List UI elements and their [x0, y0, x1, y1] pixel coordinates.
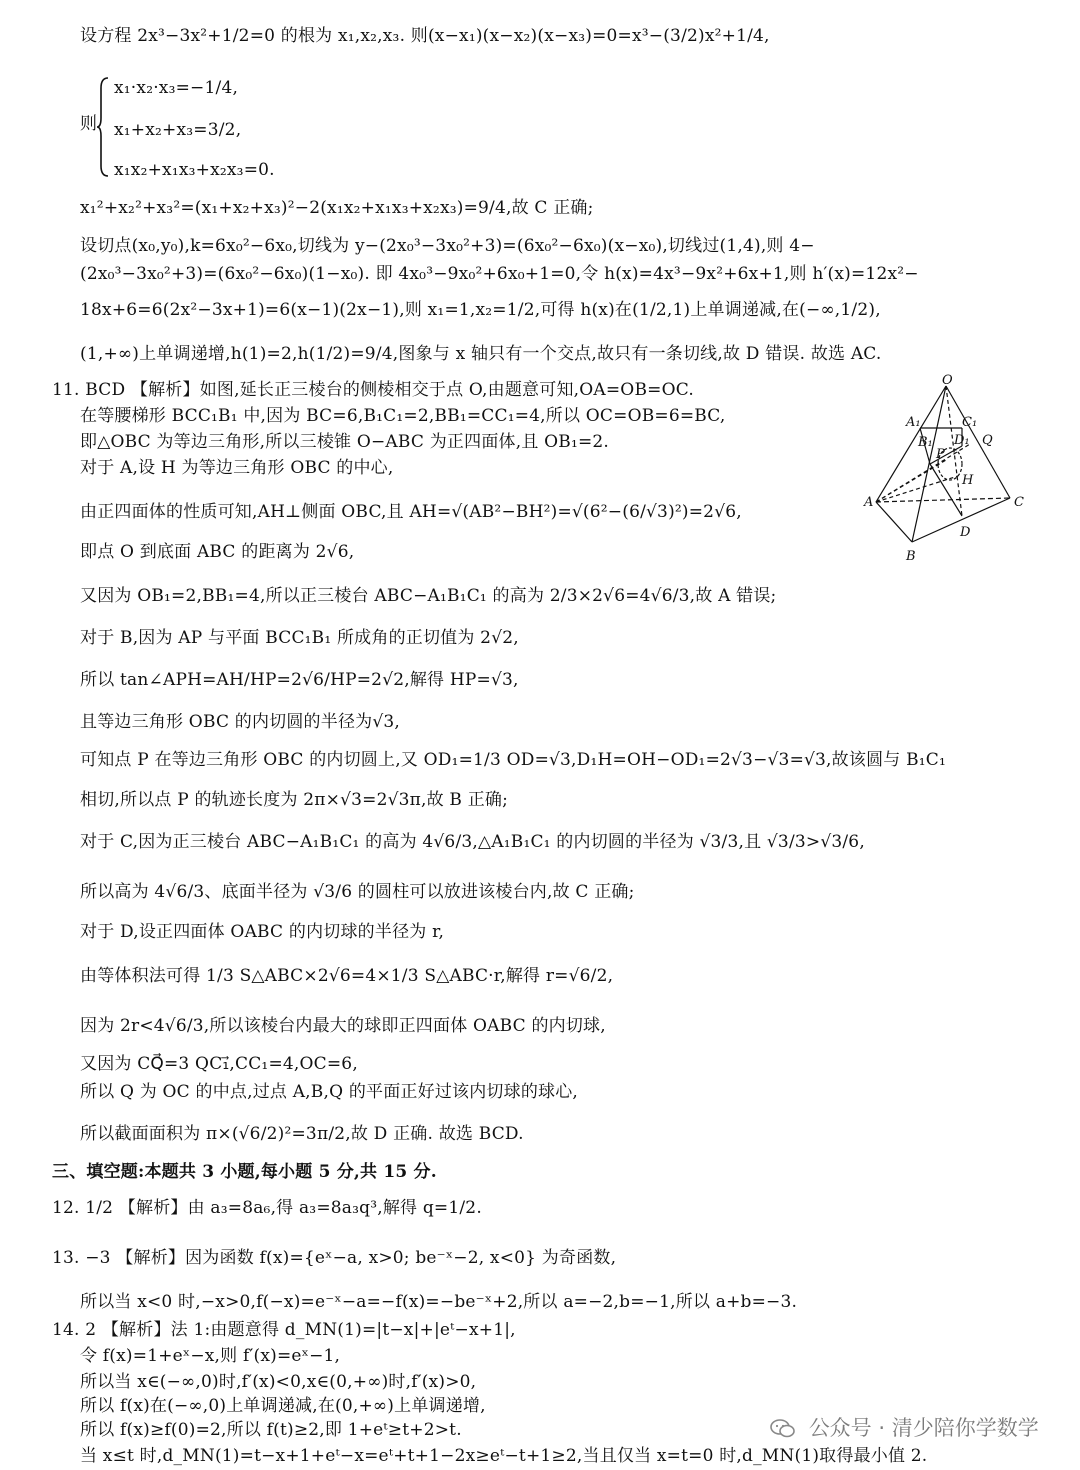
text-line: 由等体积法可得 1/3 S△ABC×2√6=4×1/3 S△ABC·r,解得 r=√6/2,: [80, 966, 614, 986]
tetrahedron-figure: [862, 372, 1032, 572]
figure-label-P: P: [936, 447, 945, 462]
text-line: 相切,所以点 P 的轨迹长度为 2π×√3=2√3π,故 B 正确;: [80, 790, 509, 810]
problem-13: 13. −3 【解析】因为函数 f(x)={eˣ−a, x>0; be⁻ˣ−2, x<0} 为奇函数,: [52, 1248, 617, 1268]
figure-label-H: H: [962, 473, 974, 488]
figure-label-A1: A₁: [906, 415, 921, 430]
text-line: 18x+6=6(2x²−3x+1)=6(x−1)(2x−1),则 x₁=1,x₂=1/2,可得 h(x)在(1/2,1)上单调递减,在(−∞,1/2),: [80, 300, 881, 320]
text-line: 且等边三角形 OBC 的内切圆的半径为√3,: [80, 712, 401, 732]
text-line: 对于 A,设 H 为等边三角形 OBC 的中心,: [80, 458, 394, 478]
text-line: x₁²+x₂²+x₃²=(x₁+x₂+x₃)²−2(x₁x₂+x₁x₃+x₂x₃)=9/4,故 C 正确;: [80, 198, 594, 218]
problem-11-header: 11. BCD 【解析】如图,延长正三棱台的侧棱相交于点 O,由题意可知,OA=OB=OC.: [52, 380, 694, 400]
system-eq-3: x₁x₂+x₁x₃+x₂x₃=0.: [114, 160, 275, 180]
text-line: 所以当 x∈(−∞,0)时,f′(x)<0,x∈(0,+∞)时,f′(x)>0,: [80, 1372, 477, 1392]
figure-label-A: A: [864, 495, 874, 510]
text-line: 又因为 OB₁=2,BB₁=4,所以正三棱台 ABC−A₁B₁C₁ 的高为 2/3×2√6=4√6/3,故 A 错误;: [80, 586, 777, 606]
text-line: 所以当 x<0 时,−x>0,f(−x)=e⁻ˣ−a=−f(x)=−be⁻ˣ+2,所以 a=−2,b=−1,所以 a+b=−3.: [80, 1292, 798, 1312]
text-line: (1,+∞)上单调递增,h(1)=2,h(1/2)=9/4,图象与 x 轴只有一个交点,故只有一条切线,故 D 错误. 故选 AC.: [80, 344, 882, 364]
figure-label-B1: B₁: [918, 435, 933, 450]
system-eq-2: x₁+x₂+x₃=3/2,: [114, 120, 242, 140]
text-line: 可知点 P 在等边三角形 OBC 的内切圆上,又 OD₁=1/3 OD=√3,D₁H=OH−OD₁=2√3−√3=√3,故该圆与 B₁C₁: [80, 750, 946, 770]
figure-label-D: D: [960, 525, 971, 540]
text-line: 令 f(x)=1+eˣ−x,则 f′(x)=eˣ−1,: [80, 1346, 341, 1366]
text-line: 在等腰梯形 BCC₁B₁ 中,因为 BC=6,B₁C₁=2,BB₁=CC₁=4,所以 OC=OB=6=BC,: [80, 406, 726, 426]
figure-label-B: B: [906, 549, 916, 564]
problem-14: 14. 2 【解析】法 1:由题意得 d_MN(1)=|t−x|+|eᵗ−x+1|,: [52, 1320, 516, 1340]
text-line: 设切点(x₀,y₀),k=6x₀²−6x₀,切线为 y−(2x₀³−3x₀²+3)=(6x₀²−6x₀)(x−x₀),切线过(1,4),则 4−: [80, 236, 815, 256]
figure-label-C1: C₁: [962, 415, 978, 430]
watermark: [770, 1412, 1039, 1442]
text-line: 对于 D,设正四面体 OABC 的内切球的半径为 r,: [80, 922, 445, 942]
text-line: 所以高为 4√6/3、底面半径为 √3/6 的圆柱可以放进该棱台内,故 C 正确;: [80, 882, 635, 902]
text-line: 所以截面面积为 π×(√6/2)²=3π/2,故 D 正确. 故选 BCD.: [80, 1124, 524, 1144]
figure-label-O: O: [942, 373, 953, 388]
text-line: 即△OBC 为等边三角形,所以三棱锥 O−ABC 为正四面体,且 OB₁=2.: [80, 432, 610, 452]
watermark-text: 公众号 · 清少陪你学数学: [808, 1416, 1039, 1440]
text-line: 设方程 2x³−3x²+1/2=0 的根为 x₁,x₂,x₃. 则(x−x₁)(x−x₂)(x−x₃)=0=x³−(3/2)x²+1/4,: [80, 26, 770, 46]
text-line: 所以 f(x)≥f(0)=2,所以 f(t)≥2,即 1+eᵗ≥t+2>t.: [80, 1420, 462, 1440]
text-line: 所以 f(x)在(−∞,0)上单调递减,在(0,+∞)上单调递增,: [80, 1396, 486, 1416]
text-line: 当 x≤t 时,d_MN(1)=t−x+1+eᵗ−x=eᵗ+t+1−2x≥eᵗ−t+1≥2,当且仅当 x=t=0 时,d_MN(1)取得最小值 2.: [80, 1446, 928, 1466]
text-line: 因为 2r<4√6/3,所以该棱台内最大的球即正四面体 OABC 的内切球,: [80, 1016, 606, 1036]
wechat-icon: [770, 1419, 796, 1439]
text-line: 所以 tan∠APH=AH/HP=2√6/HP=2√2,解得 HP=√3,: [80, 670, 519, 690]
text-line: 由正四面体的性质可知,AH⊥侧面 OBC,且 AH=√(AB²−BH²)=√(6²−(6/√3)²)=2√6,: [80, 502, 742, 522]
text-line: 所以 Q 为 OC 的中点,过点 A,B,Q 的平面正好过该内切球的球心,: [80, 1082, 579, 1102]
text-line: 对于 C,因为正三棱台 ABC−A₁B₁C₁ 的高为 4√6/3,△A₁B₁C₁ 的内切圆的半径为 √3/3,且 √3/3>√3/6,: [80, 832, 865, 852]
figure-label-D1: D₁: [954, 433, 970, 448]
figure-label-Q: Q: [982, 433, 993, 448]
problem-12: 12. 1/2 【解析】由 a₃=8a₆,得 a₃=8a₃q³,解得 q=1/2.: [52, 1198, 482, 1218]
section-heading: 三、填空题:本题共 3 小题,每小题 5 分,共 15 分.: [52, 1162, 437, 1182]
text-line: 对于 B,因为 AP 与平面 BCC₁B₁ 所成角的正切值为 2√2,: [80, 628, 519, 648]
text-line: (2x₀³−3x₀²+3)=(6x₀²−6x₀)(1−x₀). 即 4x₀³−9x₀²+6x₀+1=0,令 h(x)=4x³−9x²+6x+1,则 h′(x)=12x²−: [80, 264, 919, 284]
system-eq-1: x₁·x₂·x₃=−1/4,: [114, 78, 239, 98]
figure-label-C: C: [1014, 495, 1024, 510]
text-line: 即点 O 到底面 ABC 的距离为 2√6,: [80, 542, 355, 562]
system-label: 则: [80, 114, 98, 134]
text-line: 又因为 CQ⃗=3 QC₁⃗,CC₁=4,OC=6,: [80, 1054, 358, 1074]
brace-icon: [96, 76, 110, 178]
